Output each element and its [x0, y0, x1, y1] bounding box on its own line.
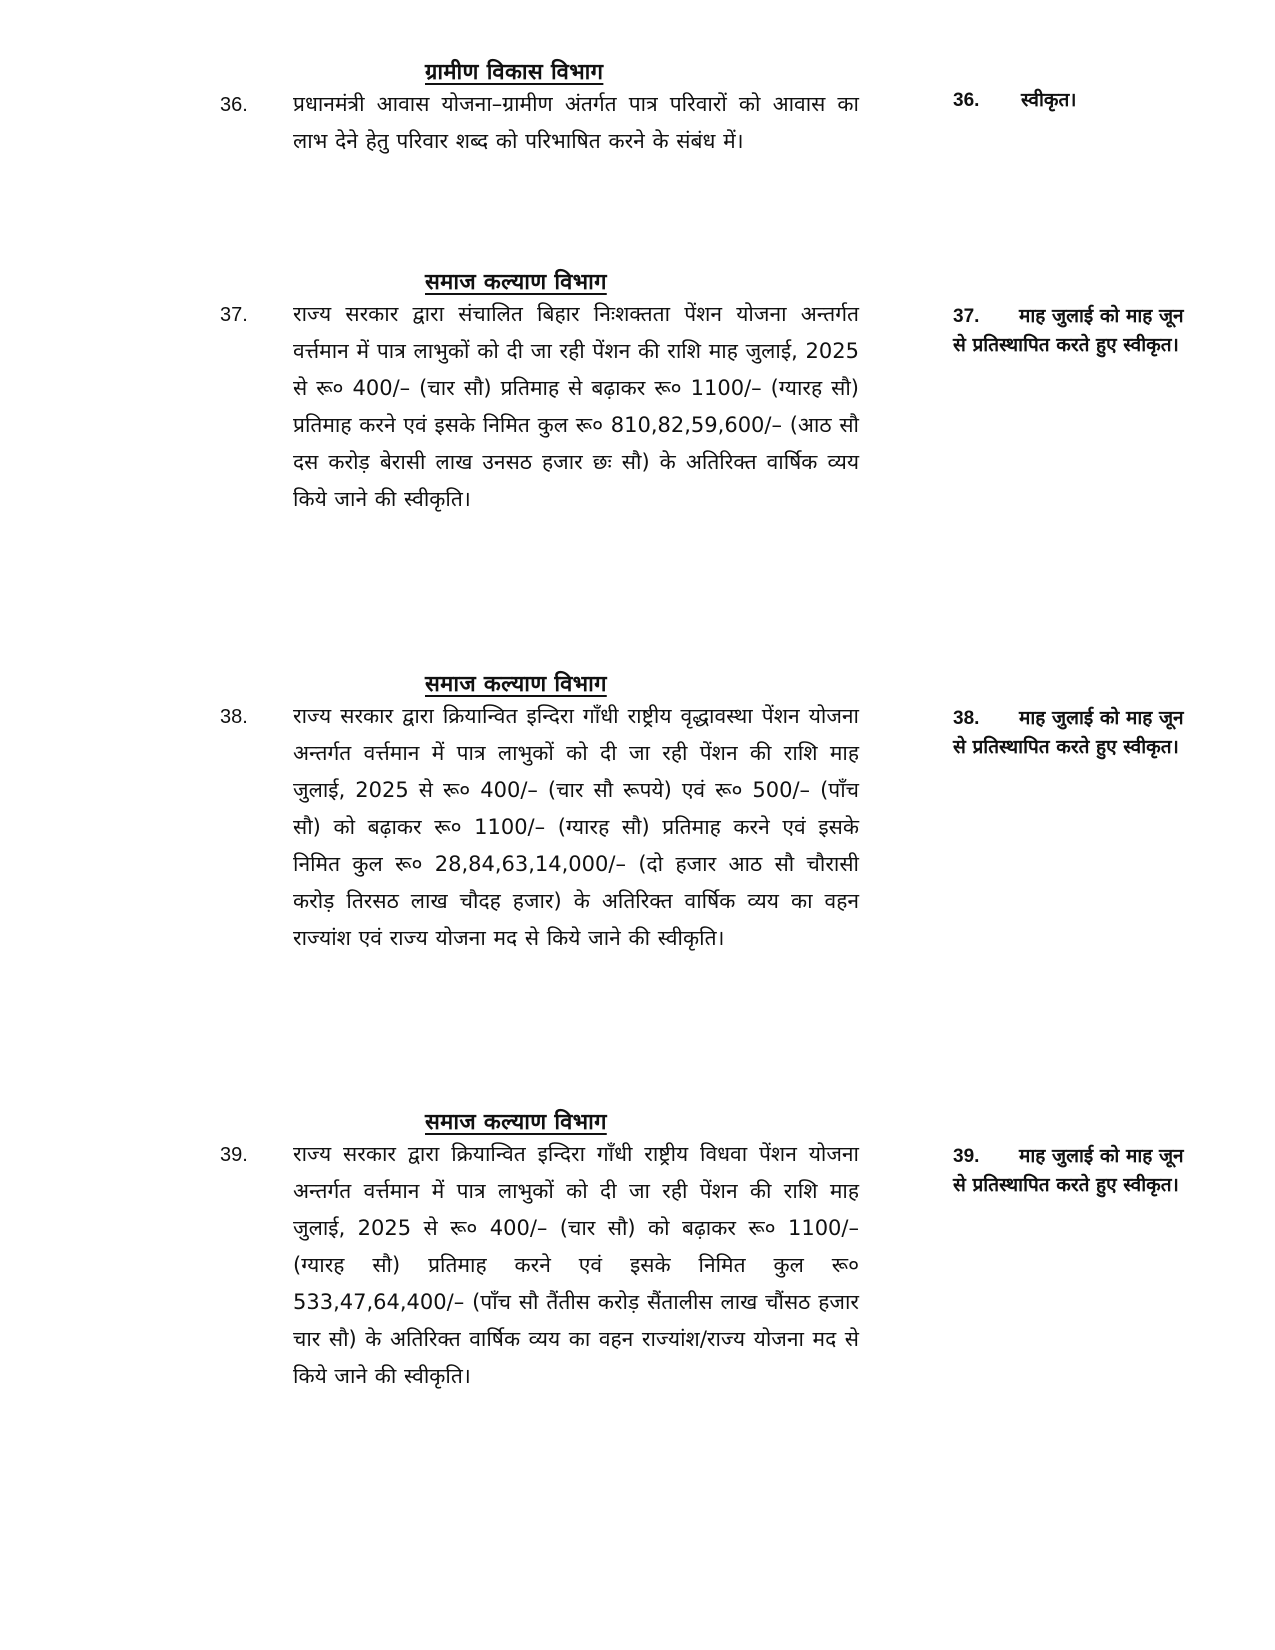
decision-number: 39. — [953, 1146, 980, 1167]
item-number: 37. — [220, 304, 248, 326]
department-heading: ग्रामीण विकास विभाग — [425, 60, 604, 85]
department-heading: समाज कल्याण विभाग — [425, 672, 607, 697]
item-number: 38. — [220, 706, 248, 728]
department-heading: समाज कल्याण विभाग — [425, 1110, 607, 1135]
item-description: राज्य सरकार द्वारा क्रियान्वित इन्दिरा गाँधी राष्ट्रीय वृद्धावस्था पेंशन योजना अन्तर्गत वर्त्तमान में पात्र लाभुकों को दी जा रही पेंशन की राशि माह जुलाई, 2025 से रू० 400/– (चार सौ रूपये) एवं रू० 500/– (पाँच सौ) को बढ़ाकर रू० 1100/– (ग्यारह सौ) प्रतिमाह करने एवं इसके निमित कुल रू० 28,84,63,14,000/– (दो हजार आठ सौ चौरासी करोड़ तिरसठ लाख चौदह हजार) के अतिरिक्त वार्षिक व्यय का वहन राज्यांश एवं राज्य योजना मद से किये जाने की स्वीकृति। — [293, 704, 859, 950]
decision-number: 38. — [953, 708, 980, 729]
decision-text: स्वीकृत। — [1021, 89, 1077, 111]
department-heading: समाज कल्याण विभाग — [425, 270, 607, 295]
decision-number: 37. — [953, 306, 980, 327]
decision-block — [953, 704, 1188, 762]
decision-block — [953, 1142, 1188, 1200]
decision-number: 36. — [953, 90, 980, 111]
item-number: 39. — [220, 1144, 248, 1166]
decision-block — [953, 86, 1188, 115]
decision-text: माह जुलाई को माह जून से प्रतिस्थापित करते हुए स्वीकृत। — [953, 707, 1184, 758]
item-description: राज्य सरकार द्वारा संचालित बिहार निःशक्तता पेंशन योजना अन्तर्गत वर्त्तमान में पात्र लाभुकों को दी जा रही पेंशन की राशि माह जुलाई, 2025 से रू० 400/– (चार सौ) प्रतिमाह से बढ़ाकर रू० 1100/– (ग्यारह सौ) प्रतिमाह करने एवं इसके निमित कुल रू० 810,82,59,600/– (आठ सौ दस करोड़ बेरासी लाख उनसठ हजार छः सौ) के अतिरिक्त वार्षिक व्यय किये जाने की स्वीकृति। — [293, 302, 859, 511]
decision-text: माह जुलाई को माह जून से प्रतिस्थापित करते हुए स्वीकृत। — [953, 1145, 1184, 1196]
item-number: 36. — [220, 94, 248, 116]
item-description: राज्य सरकार द्वारा क्रियान्वित इन्दिरा गाँधी राष्ट्रीय विधवा पेंशन योजना अन्तर्गत वर्त्तमान में पात्र लाभुकों को दी जा रही पेंशन की राशि माह जुलाई, 2025 से रू० 400/– (चार सौ) को बढ़ाकर रू० 1100/– (ग्यारह सौ) प्रतिमाह करने एवं इसके निमित कुल रू० 533,47,64,400/– (पाँच सौ तैंतीस करोड़ सैंतालीस लाख चौंसठ हजार चार सौ) के अतिरिक्त वार्षिक व्यय का वहन राज्यांश/राज्य योजना मद से किये जाने की स्वीकृति। — [293, 1142, 859, 1388]
decision-block — [953, 302, 1188, 360]
decision-text: माह जुलाई को माह जून से प्रतिस्थापित करते हुए स्वीकृत। — [953, 305, 1184, 356]
item-description: प्रधानमंत्री आवास योजना–ग्रामीण अंतर्गत पात्र परिवारों को आवास का लाभ देने हेतु परिवार शब्द को परिभाषित करने के संबंध में। — [293, 92, 859, 153]
